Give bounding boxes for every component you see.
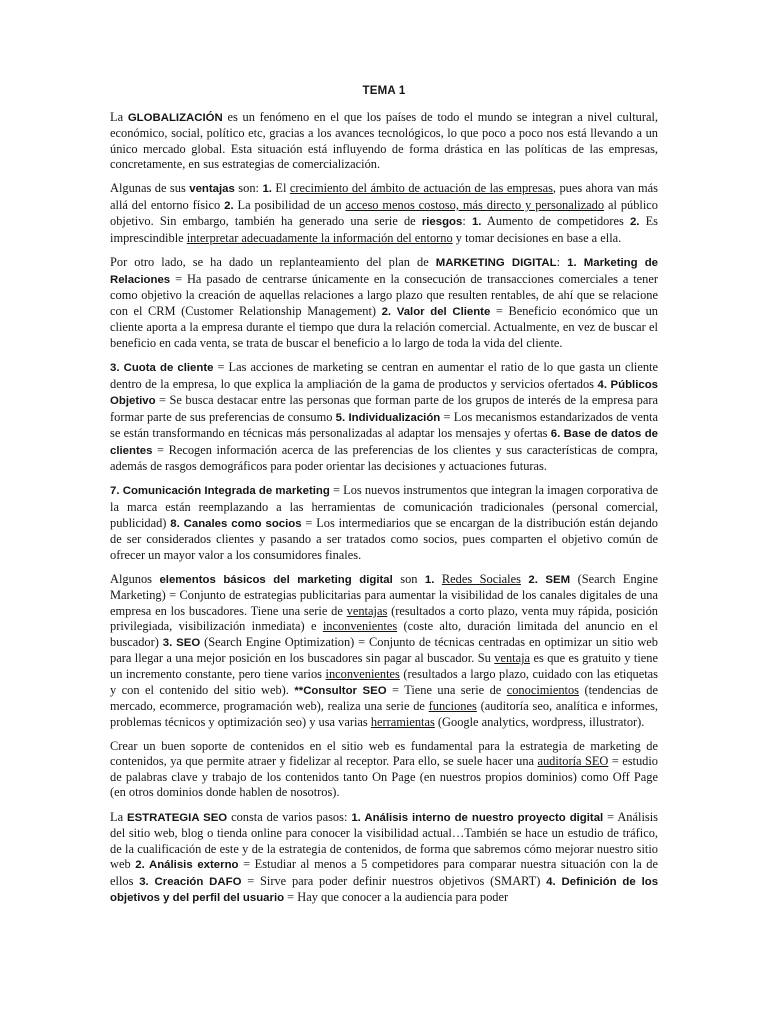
bold-text: 1. Análisis interno de nuestro proyecto digital xyxy=(351,811,604,824)
text-run: La posibilidad de un xyxy=(233,197,346,212)
bold-text: 8. Canales como socios xyxy=(170,517,302,530)
underlined-text: ventajas xyxy=(346,603,388,618)
bold-text: ESTRATEGIA SEO xyxy=(126,811,228,824)
bold-text: 3. SEO xyxy=(162,636,201,649)
underlined-text: ventaja xyxy=(494,651,531,666)
text-run: = Estudiar al menos a 5 competidores para comparar nuestra situación con la de ellos xyxy=(110,857,658,888)
text-run: es que es gratuito y tiene un incremento constante, pero tiene varios xyxy=(110,651,658,682)
underlined-text: inconvenientes xyxy=(322,619,398,634)
underlined-text: Redes Sociales xyxy=(441,571,521,586)
text-run: (Google analytics, wordpress, illustrator). xyxy=(434,714,645,729)
text-run: = Los nuevos instrumentos que integran la imagen corporativa de la marca están reemplazando a las herramientas de comunicación tradicionales (personal comercial, publicidad) xyxy=(110,483,659,530)
text-run: = Se busca destacar entre las personas que forman parte de los grupos de interés de la empresa para formar parte de sus preferencias de consumo xyxy=(110,393,658,424)
bold-text: **Consultor SEO xyxy=(294,684,387,697)
text-run: El xyxy=(271,181,290,196)
bold-text: 5. Individualización xyxy=(335,411,441,424)
text-run: = Hay que conocer a la audiencia para poder xyxy=(284,890,509,905)
paragraph xyxy=(110,572,658,730)
text-run: : xyxy=(556,255,568,270)
underlined-text: acceso menos costoso, más directo y personalizado xyxy=(345,197,605,212)
text-run: La xyxy=(110,109,128,124)
text-run: = Análisis del sitio web, blog o tienda online para conocer la visibilidad actual…También se hace un estudio de tráfico, de la cualificación de este y de la estrategia de contenidos, de forma que sabremos cómo mejorar nuestro sitio web xyxy=(110,809,658,872)
bold-text: 7. Comunicación Integrada de marketing xyxy=(110,485,330,498)
text-run: = estudio de palabras clave y trabajo de los contenidos tanto On Page (en nuestros propios dominios) como Off Page (en otros dominios donde hablen de nosotros). xyxy=(110,754,659,800)
paragraph xyxy=(110,181,658,246)
text-run: , pues ahora van más allá del entorno físico xyxy=(110,181,658,212)
paragraph xyxy=(110,810,658,907)
text-run: (auditoría seo, analítica e informes, problemas técnicos y optimización seo) y usa varias xyxy=(110,699,658,729)
bold-text: GLOBALIZACIÓN xyxy=(127,111,223,124)
text-run: = Los intermediarios que se encargan de la distribución están dejando de ser considerados clientes y pasando a ser tratados como socios, pues comparten el objetivo común de ofrecer un mayor valor a los consumidores finales. xyxy=(110,515,658,562)
text-run: : xyxy=(462,214,472,229)
bold-text: 2. Análisis externo xyxy=(135,859,239,872)
bold-text: 1. Marketing de Relaciones xyxy=(110,257,658,286)
underlined-text: herramientas xyxy=(370,714,435,729)
text-run: La xyxy=(110,809,127,824)
paragraph xyxy=(110,739,658,801)
text-run: y tomar decisiones en base a ella. xyxy=(452,230,622,245)
bold-text: 1. xyxy=(424,573,435,586)
text-run: = Los mecanismos estandarizados de venta se están transformando en técnicas más personalizadas al adaptar los mensajes y ofertas xyxy=(110,409,659,441)
bold-text: 2. Valor del Cliente xyxy=(381,305,491,318)
text-run: consta de varios pasos: xyxy=(227,809,352,824)
text-run: Aumento de competidores xyxy=(481,214,630,229)
paragraph xyxy=(110,360,658,475)
text-run: (Search Engine Marketing) = Conjunto de estrategias publicitarias para aumentar la visibilidad de los canales digitales de una empresa en los buscadores. Tiene una serie de xyxy=(110,571,658,618)
underlined-text: auditoría SEO xyxy=(537,754,609,769)
text-run: Algunos xyxy=(110,571,160,586)
text-run: Es imprescindible xyxy=(110,214,658,245)
text-run: es un fenómeno en el que los países de todo el mundo se integran a nivel cultural, económico, social, político etc, gracias a los avances tecnológicos, lo que poco a poco nos está llevando a un único mercado global. Esta situación está influyendo de forma drástica en las políticas de las empresas, concretamente, en sus estrategias de comercialización. xyxy=(110,109,658,172)
paragraph xyxy=(110,483,658,563)
bold-text: 2. SEM xyxy=(528,573,571,586)
text-run: (resultados a corto plazo, venta muy rápida, posición privilegiada, visibilización inmediata) e xyxy=(110,603,658,634)
bold-text: 2. xyxy=(224,199,234,212)
text-run: Algunas de sus xyxy=(110,181,190,196)
underlined-text: crecimiento del ámbito de actuación de las empresas xyxy=(289,181,553,196)
text-run: Por otro lado, se ha dado un replanteamiento del plan de xyxy=(110,255,436,270)
text-run: = Las acciones de marketing se centran en aumentar el ratio de lo que gasta un cliente dentro de la empresa, lo que explica la ampliación de la gama de productos y servicios ofertados xyxy=(110,359,658,391)
bold-text: MARKETING DIGITAL xyxy=(435,257,557,270)
bold-text: 1. xyxy=(262,183,272,196)
text-run: = Sirve para poder definir nuestros objetivos (SMART) xyxy=(241,873,547,888)
text-run: = Ha pasado de centrarse únicamente en la consecución de transacciones comerciales a tener como objetivo la creación de aquellas relaciones a largo plazo que resulten rentables, de ahí que se relacione con el CRM (Customer Relationship Management) xyxy=(110,271,658,318)
bold-text: 1. xyxy=(471,216,482,229)
text-run: (tendencias de mercado, ecommerce, programación web), realiza una serie de xyxy=(110,682,658,714)
text-run: = Beneficio económico que un cliente aporta a la empresa durante el tiempo que dura la relación comercial. Actualmente, en vez de buscar el beneficio en cada venta, se trata de buscar el beneficio a lo largo de toda la vida del cliente. xyxy=(110,303,658,350)
text-run: (resultados a largo plazo, cuidado con las etiquetas y con el contenido del sitio web). xyxy=(110,667,658,697)
text-run: (Search Engine Optimization) = Conjunto de técnicas centradas en optimizar un sitio web para llegar a una mejor posición en los buscadores sin pagar al buscador. Su xyxy=(110,634,658,666)
underlined-text: inconvenientes xyxy=(325,667,400,682)
text-run: Crear un buen soporte de contenidos en el sitio web es fundamental para la estrategia de marketing de contenidos, ya que permite atraer y fidelizar al receptor. Para ello, se suele hacer una xyxy=(110,738,658,769)
underlined-text: interpretar adecuadamente la información del entorno xyxy=(186,230,453,245)
bold-text: 4. Definición de los objetivos y del perfil del usuario xyxy=(110,875,659,905)
paragraph xyxy=(110,255,658,351)
text-run: = Tiene una serie de xyxy=(386,682,507,697)
bold-text: 2. xyxy=(629,216,640,229)
text-run: son: xyxy=(234,181,263,196)
text-run: son xyxy=(392,571,425,586)
paragraph xyxy=(110,110,658,173)
bold-text: 6. Base de datos de clientes xyxy=(110,428,658,457)
bold-text: riesgos xyxy=(421,216,463,229)
underlined-text: funciones xyxy=(428,699,477,714)
bold-text: 3. Cuota de cliente xyxy=(110,361,214,374)
text-run xyxy=(434,572,441,586)
text-run: al público objetivo. Sin embargo, también ha generado una serie de xyxy=(110,197,658,229)
bold-text: 3. Creación DAFO xyxy=(139,875,242,888)
document-title: TEMA 1 xyxy=(362,85,406,97)
text-run: = Recogen información acerca de las preferencias de los clientes y sus características de compra, además de rasgos demográficos para poder orientar las decisiones y actuaciones futuras. xyxy=(110,442,658,474)
bold-text: elementos básicos del marketing digital xyxy=(159,573,393,586)
bold-text: 4. Públicos Objetivo xyxy=(110,378,659,408)
underlined-text: conocimientos xyxy=(506,682,579,697)
bold-text: ventajas xyxy=(189,183,235,196)
document-body xyxy=(110,110,658,907)
text-run: (coste alto, duración limitada del anuncio en el buscador) xyxy=(110,619,658,649)
document-page xyxy=(110,84,658,915)
